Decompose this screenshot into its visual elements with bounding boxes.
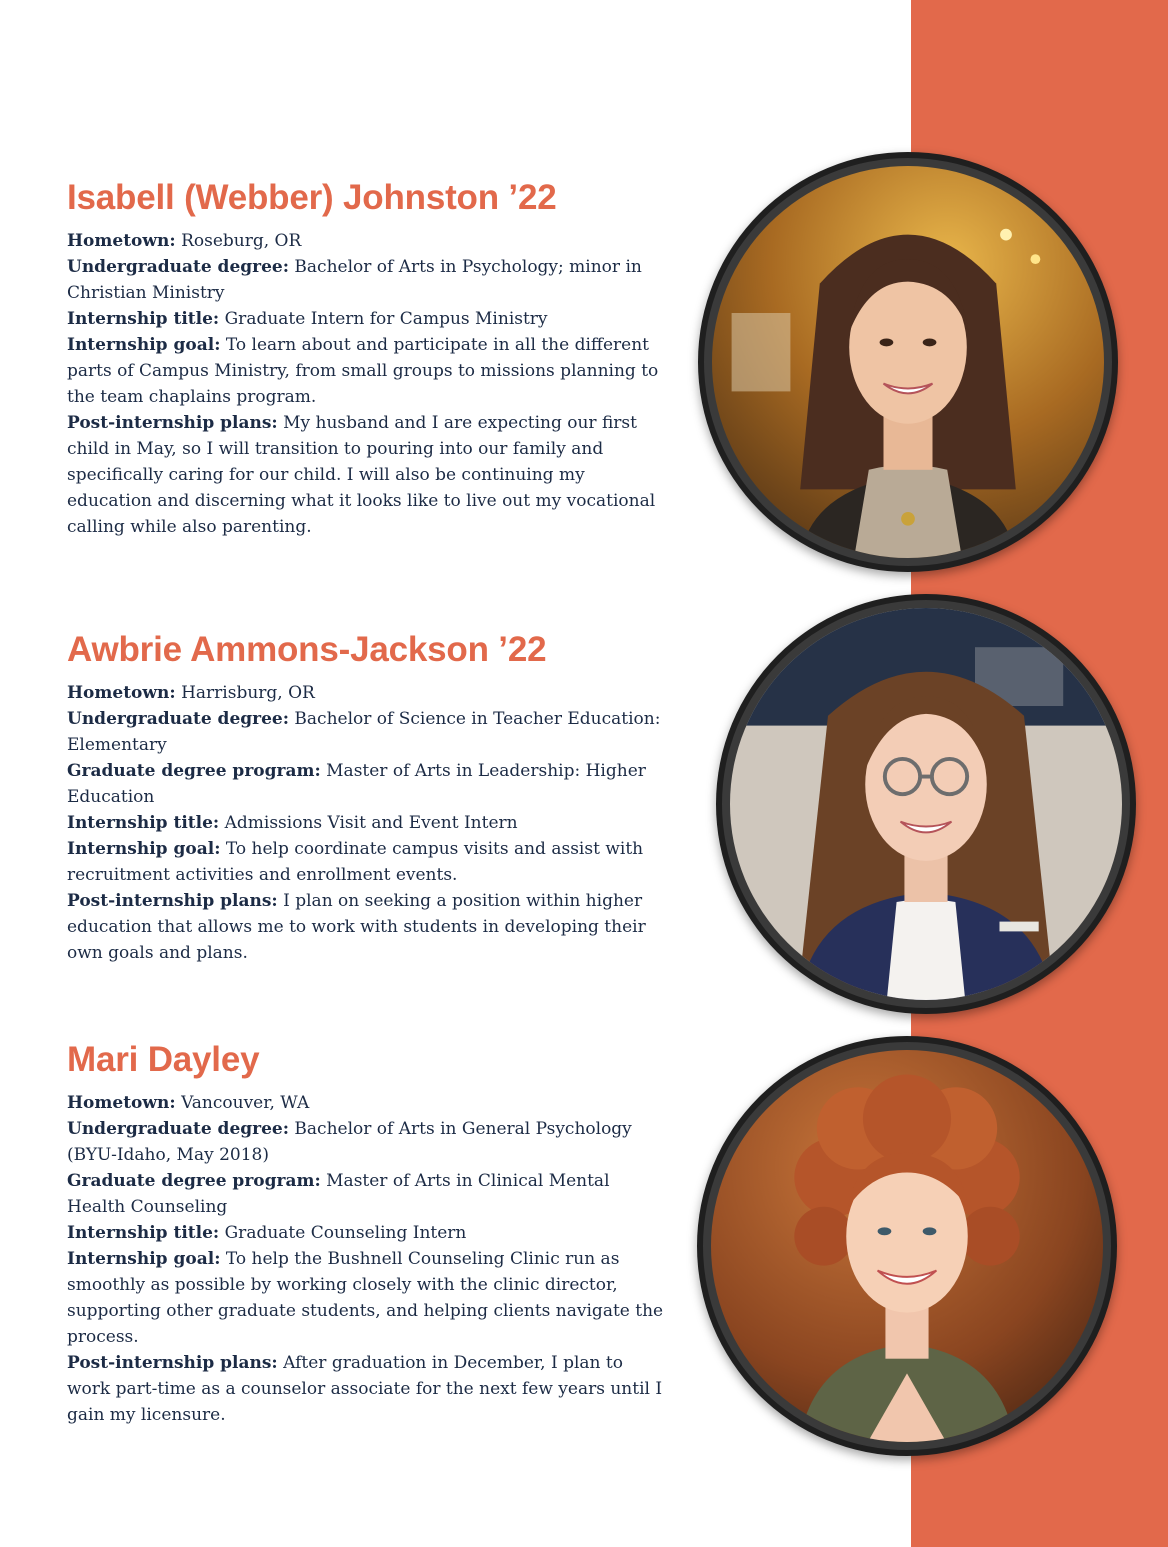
internship-goal-label: Internship goal: [67,335,221,355]
profile-name: Isabell (Webber) Johnston ’22 [67,178,557,217]
profile-details [67,680,667,966]
hometown-label: Hometown: [67,1093,176,1113]
hometown-value: Harrisburg, OR [175,683,315,703]
profile-mari-dayley [67,1040,667,1428]
portrait-photo-icon [711,1050,1103,1442]
internship-goal-label: Internship goal: [67,839,221,859]
graduate-program-value: Master of Arts in Clinical Mental Health Counseling [67,1171,610,1217]
undergrad-degree-value: Bachelor of Arts in General Psychology (BYU-Idaho, May 2018) [67,1119,632,1165]
post-internship-plans-label: Post-internship plans: [67,1353,278,1373]
portrait-mari-dayley [697,1036,1117,1456]
profile-isabell-johnston [67,178,667,540]
portrait-photo-icon [712,166,1104,558]
internship-title-label: Internship title: [67,813,220,833]
profile-details [67,1090,667,1428]
internship-goal-value: To help coordinate campus visits and assist with recruitment activities and enrollment events. [67,839,644,885]
internship-goal-label: Internship goal: [67,1249,221,1269]
post-internship-plans-value: My husband and I are expecting our first child in May, so I will transition to pouring into our family and specifically caring for our child. I will also be continuing my education and discerning what it looks like to live out my vocational calling while also parenting. [67,413,656,537]
hometown-label: Hometown: [67,231,176,251]
undergrad-degree-value: Bachelor of Science in Teacher Education: Elementary [67,709,661,755]
undergrad-degree-label: Undergraduate degree: [67,709,290,729]
undergrad-degree-label: Undergraduate degree: [67,1119,290,1139]
graduate-program-label: Graduate degree program: [67,1171,321,1191]
internship-title-value: Graduate Counseling Intern [219,1223,467,1243]
hometown-label: Hometown: [67,683,176,703]
undergrad-degree-value: Bachelor of Arts in Psychology; minor in Christian Ministry [67,257,642,303]
graduate-program-value: Master of Arts in Leadership: Higher Education [67,761,646,807]
post-internship-plans-label: Post-internship plans: [67,891,278,911]
internship-title-value: Graduate Intern for Campus Ministry [219,309,548,329]
post-internship-plans-label: Post-internship plans: [67,413,278,433]
post-internship-plans-value: After graduation in December, I plan to work part-time as a counselor associate for the next few years until I gain my licensure. [67,1353,663,1425]
profile-name: Awbrie Ammons-Jackson ’22 [67,630,547,669]
undergrad-degree-label: Undergraduate degree: [67,257,290,277]
post-internship-plans-value: I plan on seeking a position within higher education that allows me to work with students in developing their own goals and plans. [67,891,646,963]
profile-name: Mari Dayley [67,1040,260,1079]
portrait-awbrie-ammons-jackson [716,594,1136,1014]
profile-awbrie-ammons-jackson [67,630,667,966]
graduate-program-label: Graduate degree program: [67,761,321,781]
portrait-isabell-johnston [698,152,1118,572]
internship-goal-value: To learn about and participate in all the different parts of Campus Ministry, from small groups to missions planning to the team chaplains program. [67,335,659,407]
internship-title-value: Admissions Visit and Event Intern [219,813,518,833]
internship-goal-value: To help the Bushnell Counseling Clinic run as smoothly as possible by working closely with the clinic director, supporting other graduate students, and helping clients navigate the process. [67,1249,664,1347]
hometown-value: Roseburg, OR [175,231,302,251]
hometown-value: Vancouver, WA [175,1093,310,1113]
internship-title-label: Internship title: [67,309,220,329]
portrait-photo-icon [730,608,1122,1000]
profile-details [67,228,667,540]
internship-title-label: Internship title: [67,1223,220,1243]
